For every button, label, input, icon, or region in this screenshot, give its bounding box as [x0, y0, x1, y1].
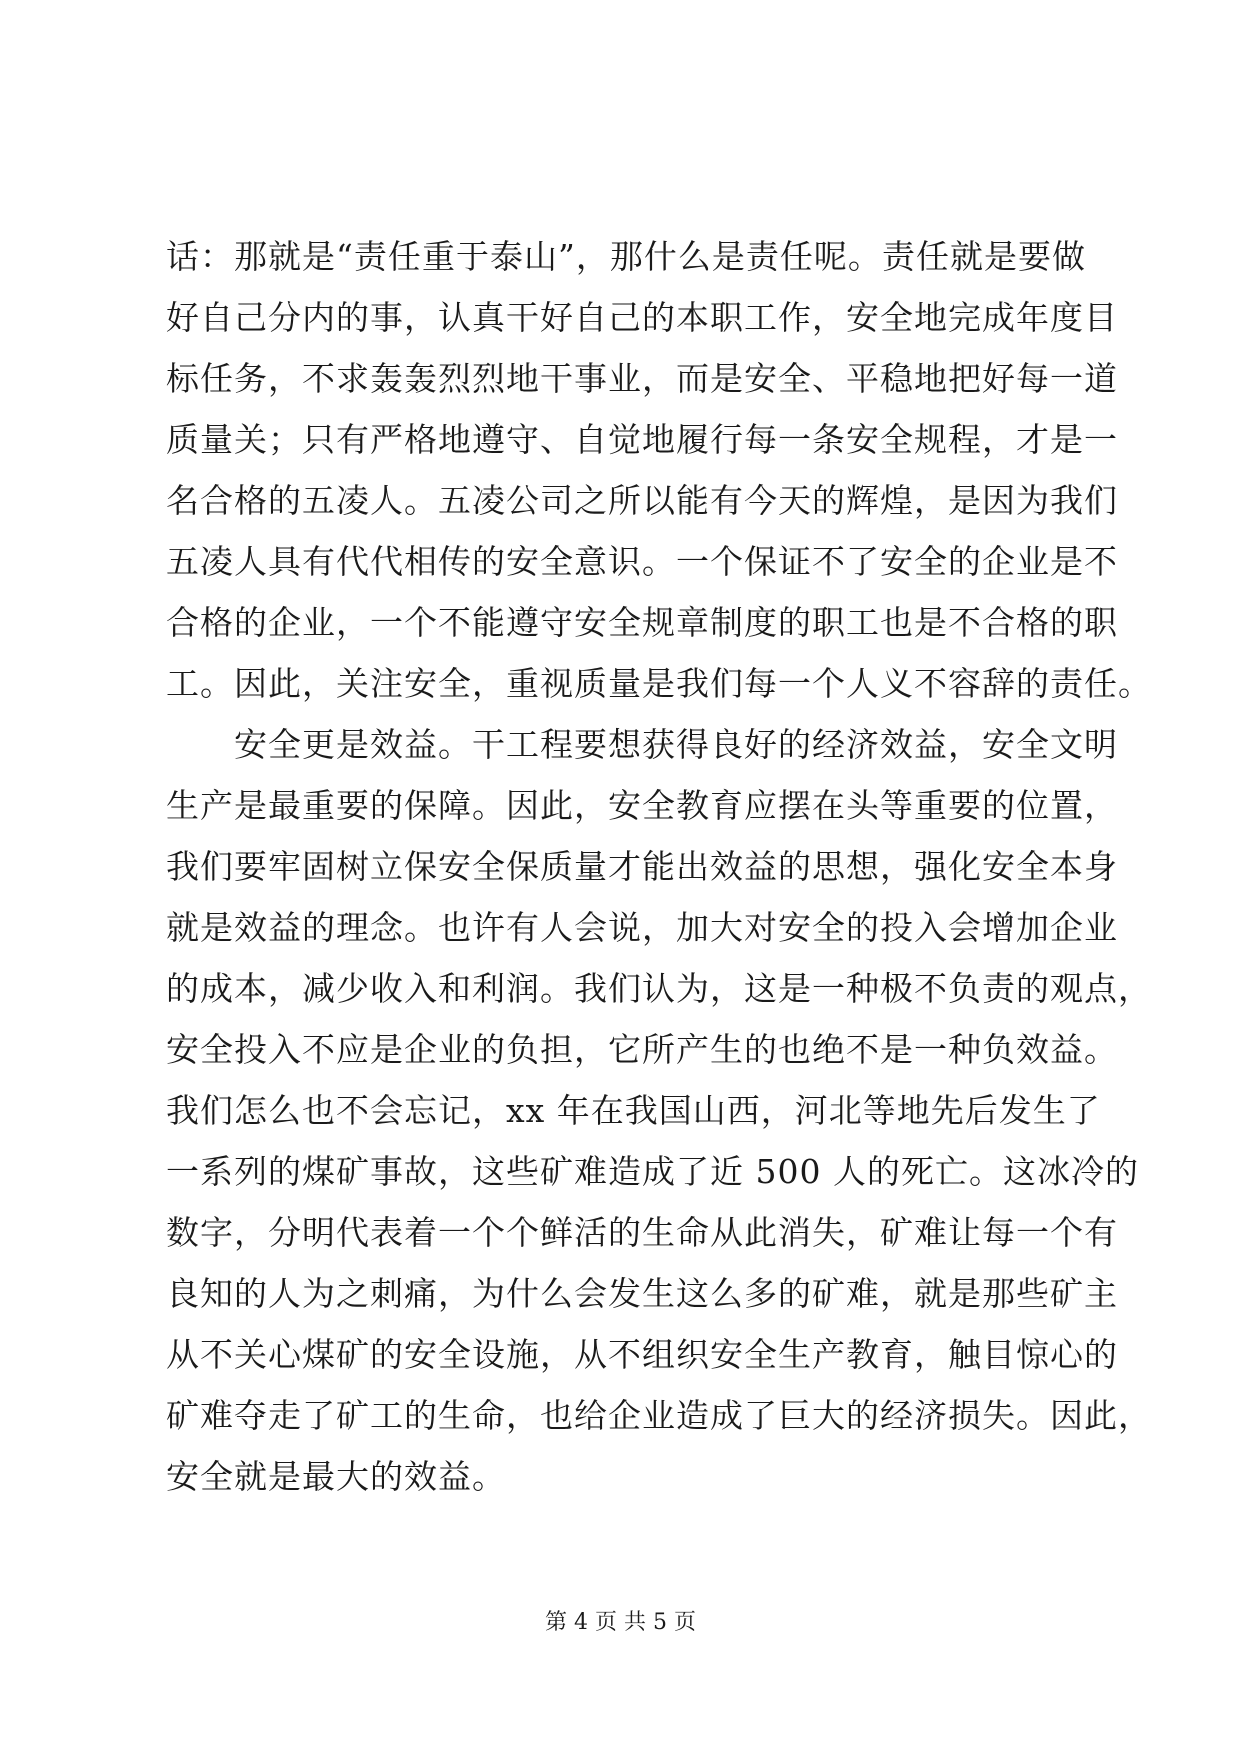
text-line: 合格的企业，一个不能遵守安全规章制度的职工也是不合格的职 [166, 603, 1118, 642]
text-line: 好自己分内的事，认真干好自己的本职工作，安全地完成年度目 [166, 298, 1118, 337]
body-text [166, 226, 1152, 1507]
text-line: 的成本，减少收入和利润。我们认为，这是一种极不负责的观点， [166, 969, 1152, 1008]
text-line: 良知的人为之刺痛，为什么会发生这么多的矿难，就是那些矿主 [166, 1274, 1118, 1313]
text-line: 矿难夺走了矿工的生命，也给企业造成了巨大的经济损失。因此， [166, 1396, 1152, 1435]
text-line: 从不关心煤矿的安全设施，从不组织安全生产教育，触目惊心的 [166, 1335, 1118, 1374]
text-line: 话：那就是“责任重于泰山”，那什么是责任呢。责任就是要做 [166, 237, 1086, 276]
text-line: 安全投入不应是企业的负担，它所产生的也绝不是一种负效益。 [166, 1030, 1118, 1069]
page-footer: 第 4 页 共 5 页 [545, 1610, 696, 1635]
text-line: 数字，分明代表着一个个鲜活的生命从此消失，矿难让每一个有 [166, 1213, 1118, 1252]
text-line: 一系列的煤矿事故，这些矿难造成了近 500 人的死亡。这冰冷的 [166, 1152, 1139, 1191]
text-line: 五凌人具有代代相传的安全意识。一个保证不了安全的企业是不 [166, 542, 1118, 581]
text-line: 生产是最重要的保障。因此，安全教育应摆在头等重要的位置， [166, 786, 1118, 825]
text-line: 标任务，不求轰轰烈烈地干事业，而是安全、平稳地把好每一道 [166, 359, 1118, 398]
text-line: 我们要牢固树立保安全保质量才能出效益的思想，强化安全本身 [166, 847, 1118, 886]
text-line: 工。因此，关注安全，重视质量是我们每一个人义不容辞的责任。 [166, 664, 1152, 703]
text-line: 名合格的五凌人。五凌公司之所以能有今天的辉煌，是因为我们 [166, 481, 1118, 520]
text-line: 安全更是效益。干工程要想获得良好的经济效益，安全文明 [234, 725, 1118, 764]
text-line: 我们怎么也不会忘记，xx 年在我国山西，河北等地先后发生了 [166, 1091, 1101, 1130]
text-line: 就是效益的理念。也许有人会说，加大对安全的投入会增加企业 [166, 908, 1118, 947]
text-line: 质量关；只有严格地遵守、自觉地履行每一条安全规程，才是一 [166, 420, 1118, 459]
text-line: 安全就是最大的效益。 [166, 1457, 506, 1496]
